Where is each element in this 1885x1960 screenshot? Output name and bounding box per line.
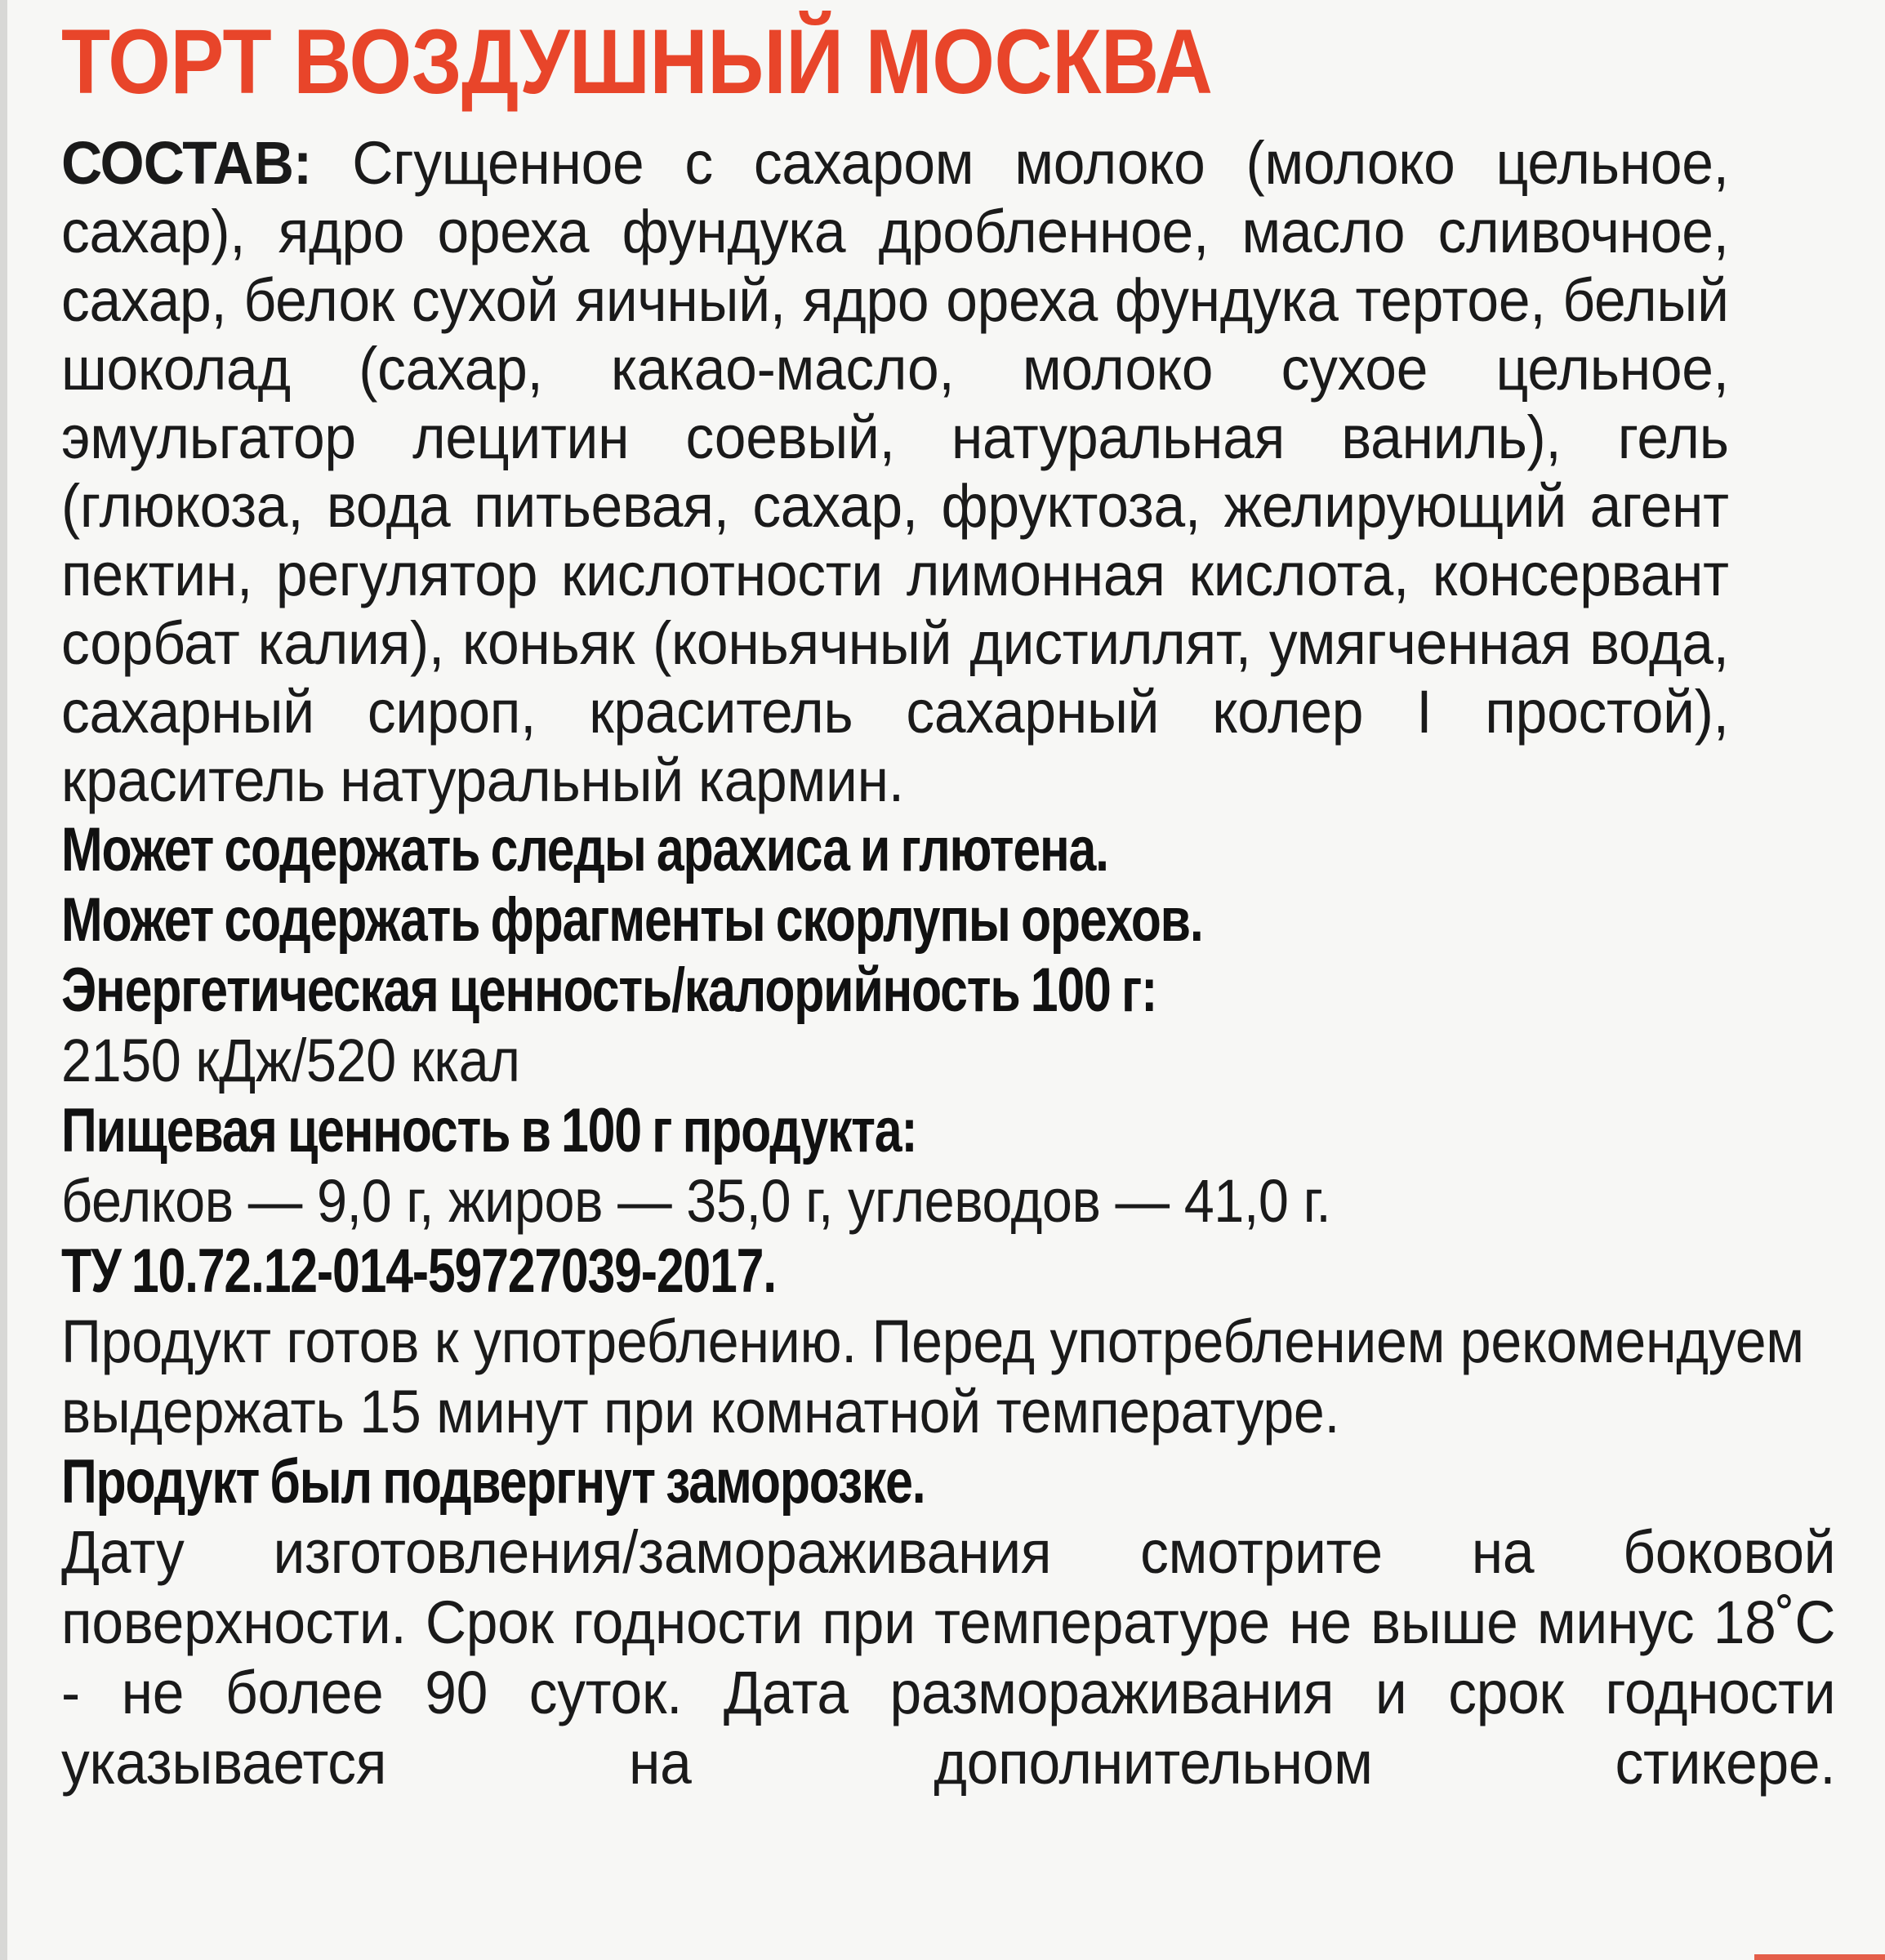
frozen-product-notice: Продукт был подвергнут заморозке. bbox=[61, 1447, 925, 1517]
storage-instructions: Дату изготовления/замораживания смотрите на боковой поверхности. Срок годности при температуре не выше минус 18˚С - не более 90 суток. Дата размораживания и срок годности указывается на дополнительном стикере. bbox=[61, 1518, 1836, 1797]
bottom-red-band bbox=[1754, 1954, 1885, 1960]
ingredients-paragraph bbox=[61, 129, 1729, 815]
energy-value-heading: Энергетическая ценность/калорийность 100 г: bbox=[61, 956, 1157, 1025]
energy-value-amount: 2150 кДж/520 ккал bbox=[61, 1027, 520, 1094]
page-title: ТОРТ ВОЗДУШНЫЙ МОСКВА bbox=[61, 11, 1213, 113]
label-body bbox=[61, 129, 1835, 1798]
nutrition-heading: Пищевая ценность в 100 г продукта: bbox=[61, 1096, 917, 1165]
allergen-shell-notice: Может содержать фрагменты скорлупы орехов. bbox=[61, 885, 1203, 955]
allergen-traces-notice: Может содержать следы арахиса и глютена. bbox=[61, 815, 1108, 884]
nutrition-values: белков — 9,0 г, жиров — 35,0 г, углеводов — 41,0 г. bbox=[61, 1167, 1331, 1235]
label-content bbox=[61, 0, 1835, 1798]
left-edge-strip bbox=[0, 0, 7, 1960]
technical-standard-code: ТУ 10.72.12-014-59727039-2017. bbox=[61, 1236, 776, 1306]
ingredients-text: Сгущенное с сахаром молоко (молоко цельное, сахар), ядро ореха фундука дробленное, масло сливочное, сахар, белок сухой яичный, ядро ореха фундука тертое, белый шоколад (сахар, какао-масло, молоко сухое цельное, эмульгатор лецитин соевый, натуральная ваниль), гель (глюкоза, вода питьевая, сахар, фруктоза, желирующий агент пектин, регулятор кислотности лимонная кислота, консервант сорбат калия), коньяк (коньячный дистиллят, умягченная вода, сахарный сироп, краситель сахарный колер I простой), краситель натуральный кармин. bbox=[61, 129, 1729, 814]
ingredients-heading: СОСТАВ: bbox=[61, 129, 312, 197]
usage-instructions: Продукт готов к употреблению. Перед употреблением рекомендуем выдержать 15 минут при комнатной температуре. bbox=[61, 1307, 1804, 1446]
